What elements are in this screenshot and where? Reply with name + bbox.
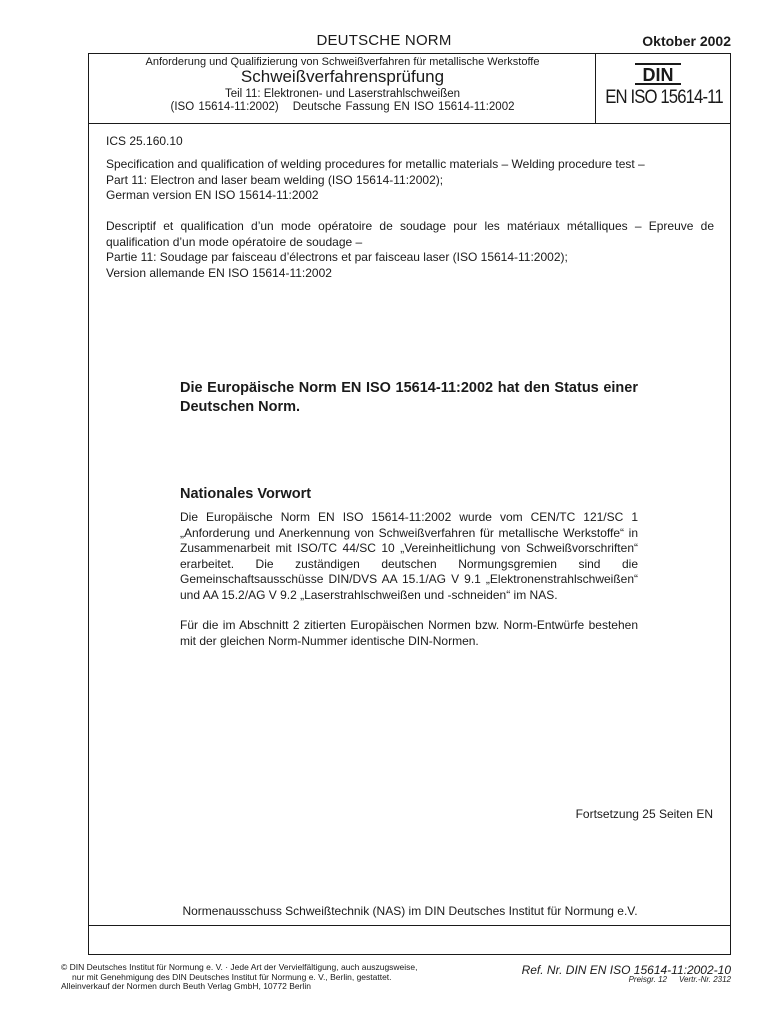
header-part: Teil 11: Elektronen- und Laserstrahlschweißen — [224, 88, 461, 100]
document-title: Schweißverfahrensprüfung — [240, 67, 445, 86]
english-title-block — [106, 157, 714, 204]
distribution-number: Vertr.-Nr. 2312 — [678, 975, 731, 984]
english-title-line: Specification and qualification of welding procedures for metallic materials – Welding procedure test – — [106, 157, 645, 171]
norm-type: DEUTSCHE NORM — [316, 32, 452, 49]
vorwort-paragraph-2: Für die im Abschnitt 2 zitierten Europäischen Normen bzw. Norm-Entwürfe bestehen mit der gleichen Norm-Nummer identische DIN-Normen. — [180, 618, 638, 648]
continuation-note: Fortsetzung 25 Seiten EN — [575, 807, 713, 821]
footer-divider — [88, 925, 731, 926]
french-title-block — [106, 219, 714, 281]
price-info — [629, 975, 731, 984]
standard-number: EN ISO 15614-11 — [605, 87, 723, 108]
vorwort-paragraph-1: Die Europäische Norm EN ISO 15614-11:2002 wurde vom CEN/TC 121/SC 1 „Anforderung und Anerkennung von Schweißverfahren für metallische Werkstoffe“ in Zusammenarbeit mit ISO/TC 44/SC 10 „Vereinheitlichung von Schweißvorschriften“ erarbeitet. Die zuständigen deutschen Normungsgremien sind die Gemeinschaftsausschüsse DIN/DVS AA 15.1/AG V 9.1 „Elektronenstrahlschweißen“ und AA 15.2/AG V 9.2 „Laserstrahlschweißen und -schneiden“ im NAS. — [180, 510, 638, 602]
french-title-line: Descriptif et qualification d’un mode opératoire de soudage pour les matériaux métalliques – Epreuve de qualification d’un mode opératoire de soudage – — [106, 219, 714, 249]
copyright-line: © DIN Deutsches Institut für Normung e. V. · Jede Art der Vervielfältigung, auch auszugsweise, — [61, 962, 418, 972]
vorwort-heading: Nationales Vorwort — [180, 486, 312, 502]
french-title-line: Version allemande EN ISO 15614-11:2002 — [106, 265, 332, 280]
header-iso-ref: (ISO 15614-11:2002) — [170, 101, 279, 113]
ics-code: ICS 25.160.10 — [106, 134, 183, 148]
english-title-line: Part 11: Electron and laser beam welding (ISO 15614-11:2002); — [106, 172, 444, 187]
copyright-line: nur mit Genehmigung des DIN Deutsches Institut für Normung e. V., Berlin, gestattet. — [72, 971, 392, 982]
din-logo-icon — [633, 62, 683, 86]
french-title-line: Partie 11: Soudage par faisceau d’électrons et par faisceau laser (ISO 15614-11:2002); — [106, 250, 568, 265]
header-divider — [88, 123, 731, 124]
reference-number: Ref. Nr. DIN EN ISO 15614-11:2002-10 — [521, 963, 731, 977]
copyright-line: Alleinverkauf der Normen durch Beuth Verlag GmbH, 10772 Berlin — [61, 981, 311, 992]
committee-name: Normenausschuss Schweißtechnik (NAS) im DIN Deutsches Institut für Normung e.V. — [182, 904, 638, 918]
english-title-line: German version EN ISO 15614-11:2002 — [106, 188, 319, 203]
header-subject: Anforderung und Qualifizierung von Schweißverfahren für metallische Werkstoffe — [145, 56, 540, 68]
header-versions — [90, 101, 595, 113]
copyright-notice — [61, 963, 418, 992]
price-group: Preisgr. 12 — [628, 975, 667, 984]
header-german-version: Deutsche Fassung EN ISO 15614-11:2002 — [292, 101, 515, 113]
publication-date: Oktober 2002 — [642, 33, 731, 49]
din-logo-text: DIN — [642, 65, 674, 85]
status-statement: Die Europäische Norm EN ISO 15614-11:2002 hat den Status einer Deutschen Norm. — [180, 380, 638, 415]
header-column-divider — [595, 53, 596, 124]
